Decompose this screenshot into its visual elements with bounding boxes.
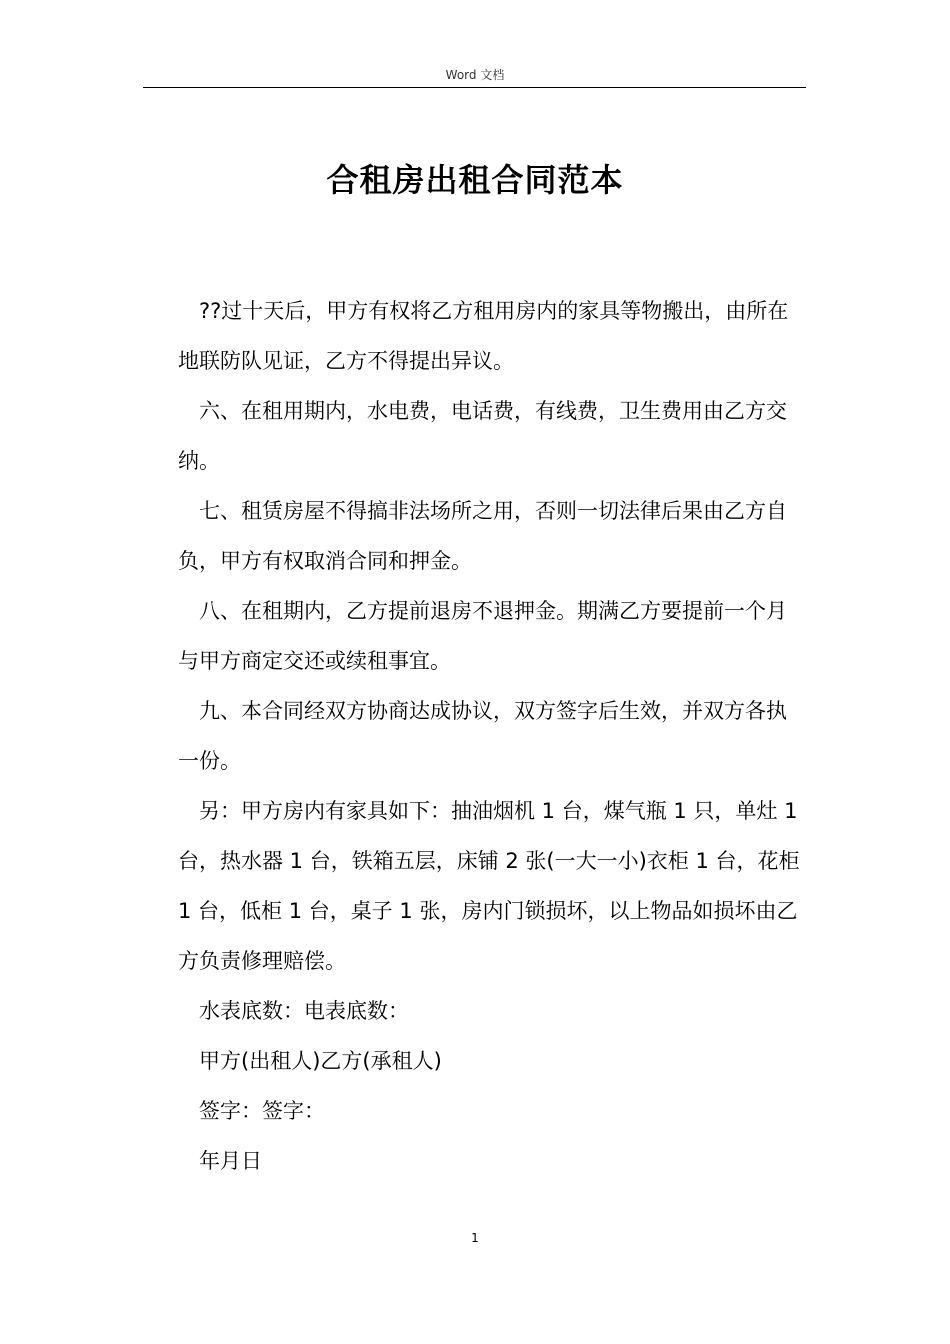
paragraph-clause-6: 六、在租用期内，水电费，电话费，有线费，卫生费用由乙方交纳。 [178,399,787,473]
page-number: 1 [471,1231,479,1245]
page-header-text: Word 文档 [445,68,505,82]
document-body [178,286,804,1186]
paragraph-clause-8: 八、在租期内，乙方提前退房不退押金。期满乙方要提前一个月与甲方商定交还或续租事宜。 [178,599,787,673]
paragraph-signatures: 签字：签字： [199,1099,325,1123]
paragraph-clause-7: 七、租赁房屋不得搞非法场所之用，否则一切法律后果由乙方自负，甲方有权取消合同和押金。 [178,499,787,573]
paragraph-furniture-removal: ??过十天后，甲方有权将乙方租用房内的家具等物搬出，由所在地联防队见证，乙方不得提出异议。 [178,299,789,373]
paragraph-clause-9: 九、本合同经双方协商达成协议，双方签字后生效，并双方各执一份。 [178,699,787,773]
header-divider [143,87,806,88]
paragraph-date: 年月日 [199,1149,262,1173]
document-title: 合租房出租合同范本 [326,161,624,199]
paragraph-furniture-list: 另：甲方房内有家具如下：抽油烟机 1 台，煤气瓶 1 只，单灶 1 台，热水器 1 台，铁箱五层，床铺 2 张(一大一小)衣柜 1 台，花柜 1 台，低柜 1 台，桌子 1 张，房内门锁损坏，以上物品如损坏由乙方负责修理赔偿。 [178,799,800,973]
paragraph-meter-readings: 水表底数：电表底数： [199,999,409,1023]
paragraph-parties: 甲方(出租人)乙方(承租人) [199,1049,442,1073]
